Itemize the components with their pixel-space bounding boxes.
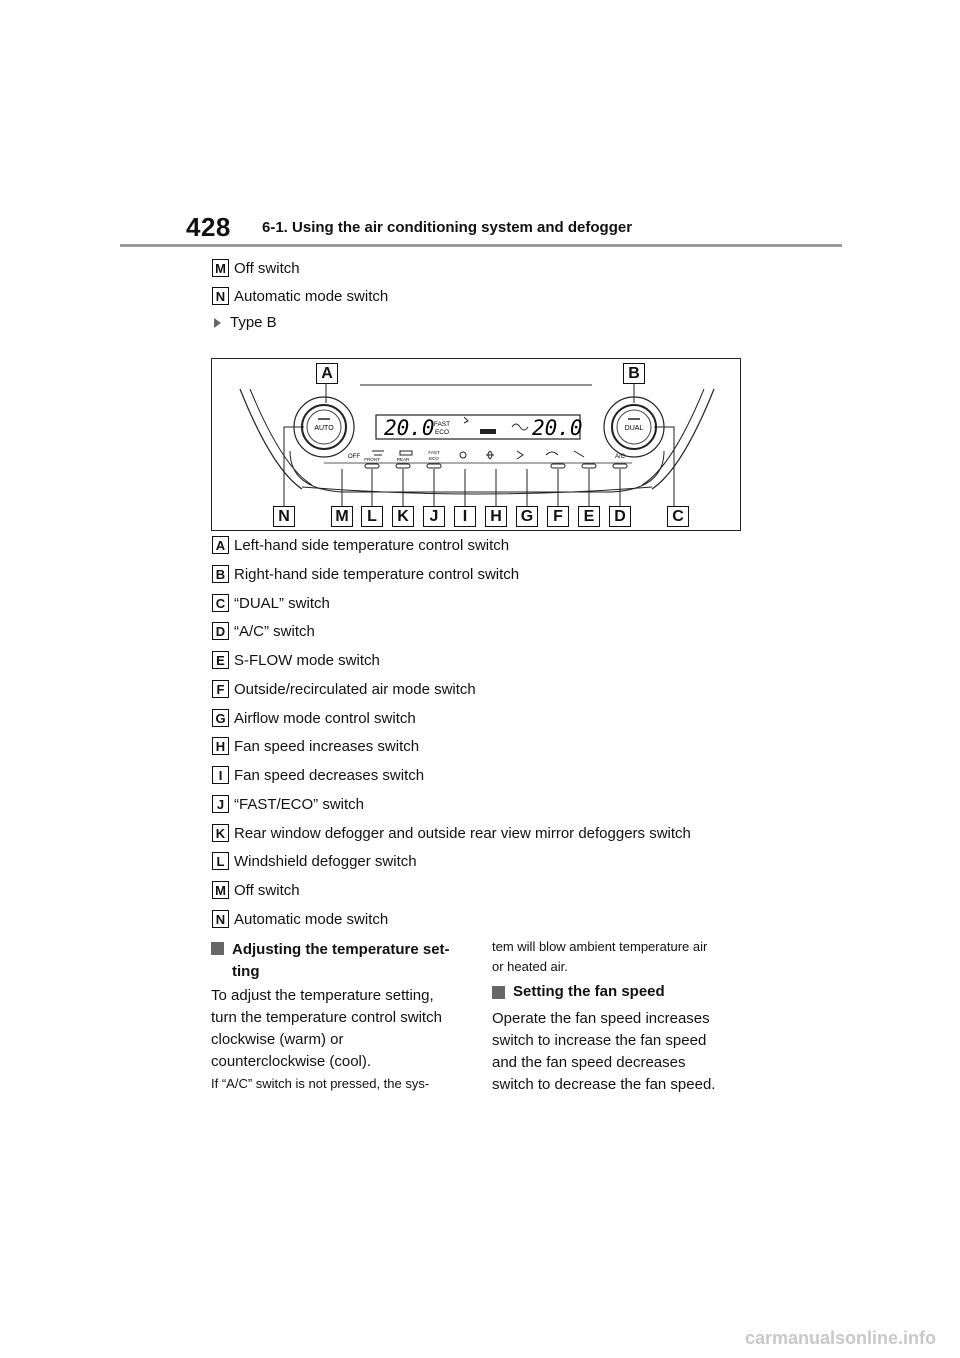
item-text: Fan speed decreases switch: [234, 766, 425, 784]
rear-button-label: REAR: [396, 457, 410, 462]
callout-label: M: [331, 506, 353, 527]
callout-label: N: [273, 506, 295, 527]
item-text: “A/C” switch: [234, 622, 315, 640]
item-letter-badge: J: [212, 795, 229, 813]
section-title: 6-1. Using the air conditioning system and defogger: [262, 219, 633, 236]
off-button-label: OFF: [348, 454, 360, 460]
callout-label: B: [623, 363, 645, 384]
temperature-note: If “A/C” switch is not pressed, the sys-: [211, 1076, 430, 1091]
para-line: counterclockwise (cool).: [211, 1053, 372, 1070]
fan-speed-paragraph: [492, 1008, 715, 1096]
list-item: [212, 286, 388, 306]
item-letter-badge: H: [212, 737, 229, 755]
list-item: [212, 258, 300, 278]
list-item: [212, 823, 691, 843]
item-letter-badge: N: [212, 910, 229, 928]
para-line: switch to increase the fan speed: [492, 1032, 707, 1049]
temperature-note-continued: [492, 937, 707, 977]
item-text: Automatic mode switch: [234, 287, 389, 305]
list-item: [212, 880, 300, 900]
item-text: Off switch: [234, 259, 300, 277]
para-line: turn the temperature control switch: [211, 1009, 442, 1026]
display-mode-line2: ECO: [434, 429, 450, 436]
heading-text: Setting the fan speed: [513, 983, 665, 1000]
temp-right-readout: 20.0: [532, 416, 583, 440]
control-panel-diagram: [211, 358, 741, 531]
list-item: [212, 794, 364, 814]
item-text: Fan speed increases switch: [234, 737, 420, 755]
item-letter-badge: N: [212, 287, 229, 305]
item-text: “FAST/ECO” switch: [234, 795, 365, 813]
watermark: carmanualsonline.info: [744, 1328, 936, 1348]
type-b-label: Type B: [230, 314, 277, 331]
callout-label: G: [516, 506, 538, 527]
heading-line: Adjusting the temperature set-: [232, 941, 450, 958]
list-item: [212, 909, 388, 929]
callout-label: L: [361, 506, 383, 527]
callout-label: A: [316, 363, 338, 384]
page-number: 428: [186, 212, 231, 242]
callout-label: I: [454, 506, 476, 527]
temperature-heading: [211, 939, 450, 983]
temperature-paragraph: [211, 985, 442, 1073]
para-line: Operate the fan speed increases: [492, 1010, 710, 1027]
item-letter-badge: D: [212, 622, 229, 640]
list-item: [212, 851, 417, 871]
item-letter-badge: B: [212, 565, 229, 583]
list-item: [212, 708, 416, 728]
knob-right-label: DUAL: [624, 425, 644, 432]
list-item: [212, 593, 330, 613]
item-text: Outside/recirculated air mode switch: [234, 680, 476, 698]
item-letter-badge: M: [212, 259, 229, 277]
item-letter-badge: F: [212, 680, 229, 698]
item-text: Rear window defogger and outside rear view mirror defoggers switch: [234, 824, 691, 842]
note-line: tem will blow ambient temperature air: [492, 939, 708, 954]
item-letter-badge: A: [212, 536, 229, 554]
header-rule: [120, 244, 842, 247]
item-text: S-FLOW mode switch: [234, 651, 380, 669]
heading-line: ting: [232, 963, 260, 980]
item-letter-badge: G: [212, 709, 229, 727]
square-bullet-icon: [211, 942, 224, 955]
front-button-label: FRONT: [364, 457, 380, 462]
para-line: clockwise (warm) or: [211, 1031, 344, 1048]
item-text: Windshield defogger switch: [234, 852, 417, 870]
para-line: and the fan speed decreases: [492, 1054, 686, 1071]
list-item: [212, 736, 419, 756]
item-letter-badge: I: [212, 766, 229, 784]
callout-label: J: [423, 506, 445, 527]
note-line: or heated air.: [492, 959, 568, 974]
list-item: [212, 765, 424, 785]
item-letter-badge: K: [212, 824, 229, 842]
ac-button-label: A/C: [614, 454, 626, 460]
item-text: Airflow mode control switch: [234, 709, 416, 727]
callout-label: C: [667, 506, 689, 527]
para-line: To adjust the temperature setting,: [211, 987, 434, 1004]
item-text: “DUAL” switch: [234, 594, 330, 612]
item-letter-badge: C: [212, 594, 229, 612]
triangle-bullet-icon: [214, 318, 221, 328]
callout-label: F: [547, 506, 569, 527]
callout-label: E: [578, 506, 600, 527]
type-b-heading: [214, 314, 277, 331]
callout-label: H: [485, 506, 507, 527]
para-line: switch to decrease the fan speed.: [492, 1076, 716, 1093]
list-item: [212, 564, 519, 584]
list-item: [212, 535, 509, 555]
knob-left-label: AUTO: [314, 425, 334, 432]
item-text: Left-hand side temperature control switch: [234, 536, 510, 554]
temp-left-readout: 20.0: [384, 416, 435, 440]
item-text: Automatic mode switch: [234, 910, 389, 928]
fast-button-label: FAST: [428, 450, 440, 455]
callout-label: D: [609, 506, 631, 527]
item-letter-badge: L: [212, 852, 229, 870]
item-text: Right-hand side temperature control switch: [234, 565, 520, 583]
item-letter-badge: E: [212, 651, 229, 669]
list-item: [212, 650, 380, 670]
list-item: [212, 621, 315, 641]
display-mode-line1: FAST: [433, 421, 451, 428]
list-item: [212, 679, 476, 699]
item-letter-badge: M: [212, 881, 229, 899]
item-text: Off switch: [234, 881, 300, 899]
fan-speed-heading: [492, 983, 665, 1000]
eco-button-label: ECO: [429, 456, 439, 461]
callout-label: K: [392, 506, 414, 527]
square-bullet-icon: [492, 986, 505, 999]
